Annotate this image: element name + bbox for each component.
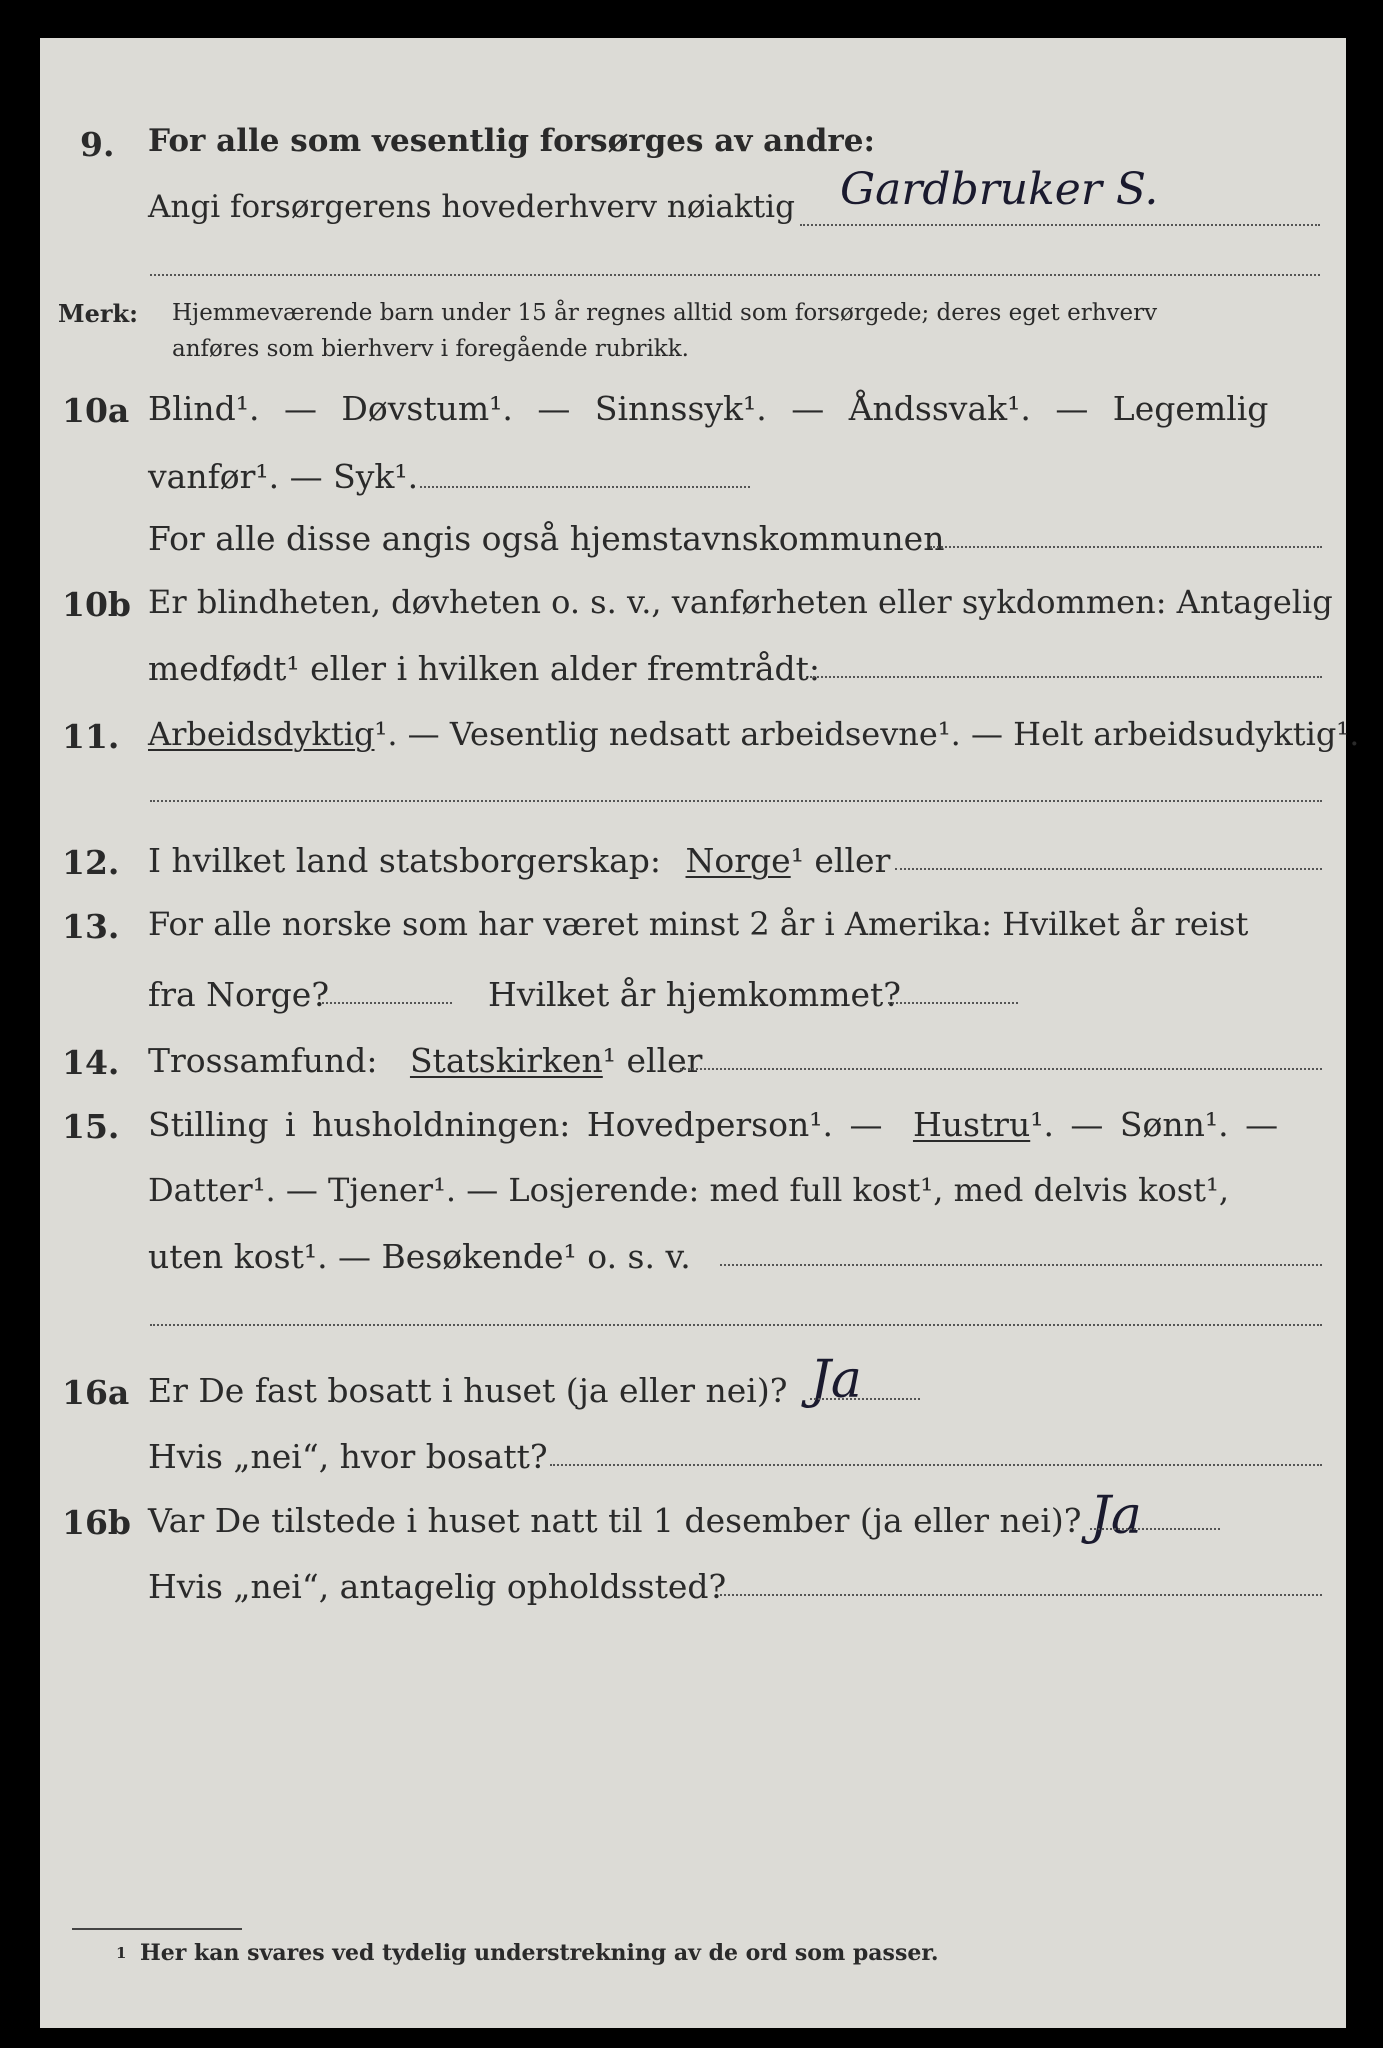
- q12-question: I hvilket land statsborgerskap:: [148, 841, 662, 880]
- q9-answer-line: [800, 224, 1320, 226]
- q11-arbeidsdyktig-underlined: Arbeidsdyktig: [148, 715, 375, 753]
- q16b-line2-fill: [720, 1594, 1322, 1596]
- q10a-line1: Blind¹. — Døvstum¹. — Sinnssyk¹. — Åndssvak¹. — Legemlig: [148, 389, 1269, 428]
- q12-norge-underlined: Norge: [685, 841, 791, 880]
- q13-line1: For alle norske som har været minst 2 år i Amerika: Hvilket år reist: [148, 905, 1249, 943]
- q14-question: Trossamfund:: [148, 1041, 378, 1080]
- q16a-line2: Hvis „nei“, hvor bosatt?: [148, 1437, 548, 1476]
- merk-line2: anføres som bierhverv i foregående rubrikk.: [172, 336, 689, 362]
- q12-fill: [895, 868, 1322, 870]
- q11-fill: [150, 800, 1322, 802]
- q10b-number: 10b: [62, 585, 131, 624]
- q16a-answer-line: [810, 1398, 920, 1400]
- q12-eller: ¹ eller: [790, 841, 891, 880]
- q15-line1a: Stilling i husholdningen: Hovedperson¹. —: [148, 1105, 883, 1144]
- q10a-line3: For alle disse angis også hjemstavnskommunen: [148, 519, 945, 558]
- q14-line: [148, 1041, 703, 1080]
- q14-eller: ¹ eller: [602, 1041, 703, 1080]
- q14-fill: [680, 1068, 1322, 1070]
- q15-line1: [148, 1105, 1279, 1144]
- merk-label: Merk:: [58, 299, 138, 328]
- q15-line2: Datter¹. — Tjener¹. — Losjerende: med full kost¹, med delvis kost¹,: [148, 1171, 1230, 1209]
- q14-number: 14.: [62, 1043, 120, 1082]
- q15-line3-fill: [720, 1264, 1322, 1266]
- q10a-line2: vanfør¹. — Syk¹.: [148, 457, 419, 496]
- q16b-answer-line: [1090, 1528, 1220, 1530]
- q13-line2b: Hvilket år hjemkommet?: [488, 975, 901, 1014]
- q10a-line2-fill: [420, 486, 750, 488]
- q16a-number: 16a: [62, 1373, 130, 1412]
- q10b-line2-fill: [810, 676, 1322, 678]
- q12-line: [148, 841, 891, 880]
- q15-extra-fill: [150, 1324, 1322, 1326]
- q16a-line1: Er De fast bosatt i huset (ja eller nei)?: [148, 1371, 788, 1410]
- q15-hustru-underlined: Hustru: [912, 1105, 1031, 1144]
- q9-number: 9.: [80, 125, 115, 164]
- footnote-mark: 1: [116, 1944, 127, 1962]
- q9-answer: Gardbruker S.: [840, 164, 1159, 215]
- q15-number: 15.: [62, 1107, 120, 1146]
- q13-line2a: fra Norge?: [148, 975, 330, 1014]
- q12-number: 12.: [62, 843, 120, 882]
- q16a-answer: Ja: [810, 1350, 862, 1410]
- q16b-answer: Ja: [1090, 1486, 1142, 1546]
- q14-statskirken-underlined: Statskirken: [409, 1041, 603, 1080]
- q10b-line2: medfødt¹ eller i hvilken alder fremtrådt:: [148, 649, 821, 688]
- q10a-line3-fill: [930, 546, 1322, 548]
- census-form-page: [40, 38, 1360, 2028]
- footnote-rule: [72, 1928, 242, 1930]
- q9-extra-line: [150, 274, 1320, 276]
- footnote-text: Her kan svares ved tydelig understrekning av de ord som passer.: [140, 1940, 939, 1966]
- q16b-line1: Var De tilstede i huset natt til 1 desember (ja eller nei)?: [148, 1501, 1082, 1540]
- q10b-line1: Er blindheten, døvheten o. s. v., vanførheten eller sykdommen: Antagelig: [148, 583, 1333, 621]
- merk-line1: Hjemmeværende barn under 15 år regnes alltid som forsørgede; deres eget erhverv: [172, 300, 1158, 326]
- q11-number: 11.: [62, 717, 120, 756]
- q13-number: 13.: [62, 907, 120, 946]
- q13-hjemkommet-fill: [888, 1002, 1018, 1004]
- q11-line: [148, 715, 1360, 753]
- q13-reist-fill: [322, 1002, 452, 1004]
- q10a-number: 10a: [62, 391, 130, 430]
- q15-line3: uten kost¹. — Besøkende¹ o. s. v.: [148, 1237, 691, 1276]
- q16b-number: 16b: [62, 1503, 131, 1542]
- q16a-line2-fill: [550, 1464, 1322, 1466]
- q15-line1c: ¹. — Sønn¹. —: [1030, 1105, 1279, 1144]
- q9-line2: Angi forsørgerens hovederhverv nøiaktig: [148, 189, 795, 225]
- q11-rest: ¹. — Vesentlig nedsatt arbeidsevne¹. — Helt arbeidsudyktig¹.: [374, 715, 1360, 753]
- q16b-line2: Hvis „nei“, antagelig opholdssted?: [148, 1567, 727, 1606]
- q9-line1: For alle som vesentlig forsørges av andre:: [148, 123, 875, 159]
